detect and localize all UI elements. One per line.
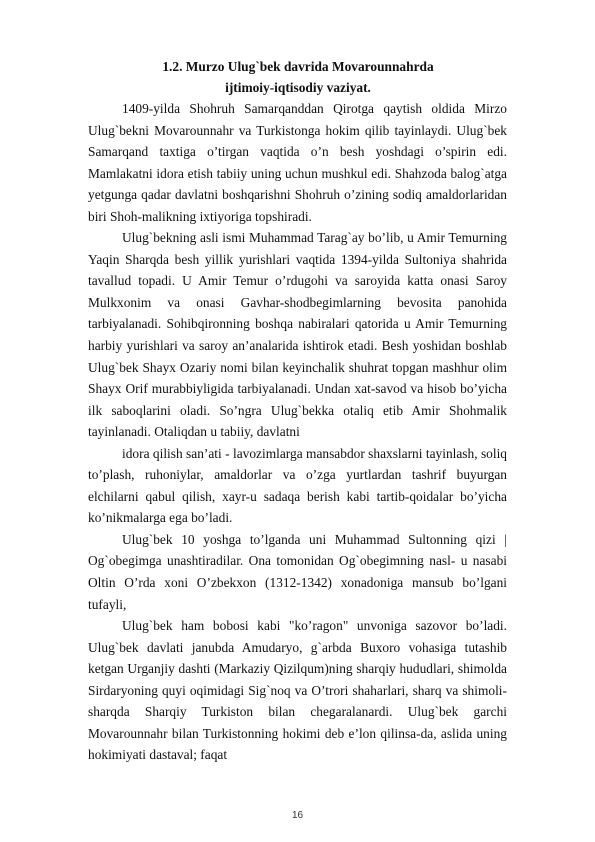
paragraph: 1409-yilda Shohruh Samarqanddan Qirotga qaytish oldida Mirzo Ulug`bekni Movarounnahr va Turkistonga hokim qilib tayinlaydi. Ulug`bek Samarqand taxtiga o’tirgan vaqtida o’n besh yoshdagi o’spirin edi. Mamlakatni idora etish tabiiy uning uchun mushkul edi. Shahzoda balog`atga yetgunga qadar davlatni boshqarishni Shohruh o’zining sodiq amaldorlaridan biri Shoh-malikning ixtiyoriga topshiradi. bbox=[88, 101, 507, 224]
paragraph: Ulug`bekning asli ismi Muhammad Tarag`ay bo’lib, u Amir Temurning Yaqin Sharqda besh yillik yurishlari vaqtida 1394-yilda Sultoniya shahrida tavallud topadi. U Amir Temur o’rdugohi va saroyida katta onasi Saroy Mulkxonim va onasi Gavhar-shodbegimlarning bevosita panohida tarbiyalanadi. Sohibqironning boshqa nabiralari qatorida u Amir Temurning harbiy yurishlari va saroy an’analarida ishtirok etadi. Besh yoshidan boshlab Ulug`bek Shayx Ozariy nomi bilan keyinchalik shuhrat topgan mashhur olim Shayx Orif murabbiyligida tarbiyalanadi. Undan xat-savod va hisob bo’yicha ilk saboqlarini oladi. So’ngra Ulug`bekka otaliq etib Amir Shohmalik tayinlanadi. Otaliqdan u tabiiy, davlatni bbox=[88, 230, 507, 440]
heading-line-1: 1.2. Murzo Ulug`bek davrida Movarounnahrda bbox=[162, 59, 434, 74]
section-heading bbox=[88, 56, 508, 98]
paragraph: Ulug`bek ham bobosi kabi "ko’ragon" unvoniga sazovor bo’ladi. Ulug`bek davlati janubda Amudaryo, g`arbda Buxoro vohasiga tutashib ketgan Urganjiy dashti (Markaziy Qizilqum)ning sharqiy hududlari, shimolda Sirdaryoning quyi oqimidagi Sig`noq va O’trori shaharlari, sharq va shimoli-sharqda Sharqiy Turkiston bilan chegaralanardi. Ulug`bek garchi Movarounnahr bilan Turkistonning hokimi deb e’lon qilinsa-da, aslida uning hokimiyati dastaval; faqat bbox=[88, 618, 507, 763]
paragraph: idora qilish san’ati - lavozimlarga mansabdor shaxslarni tayinlash, soliq to’plash, ruhoniylar, amaldorlar va o’zga yurtlardan tashrif buyurgan elchilarni qabul qilish, xayr-u sadaqa berish kabi tartib-qoidalar bo’yicha ko’nikmalarga ega bo’ladi. bbox=[88, 445, 507, 526]
paragraph: Ulug`bek 10 yoshga to’lganda uni Muhammad Sultonning qizi | Og`obegimga unashtiradilar. Ona tomonidan Og`obegimning nasl- u nasabi Oltin O’rda xoni O’zbekxon (1312-1342) xonadoniga mansub bo’lgani tufayli, bbox=[88, 531, 507, 612]
page-number: 16 bbox=[291, 810, 304, 821]
heading-line-2: ijtimoiy-iqtisodiy vaziyat. bbox=[225, 80, 371, 95]
body-text bbox=[88, 98, 507, 766]
